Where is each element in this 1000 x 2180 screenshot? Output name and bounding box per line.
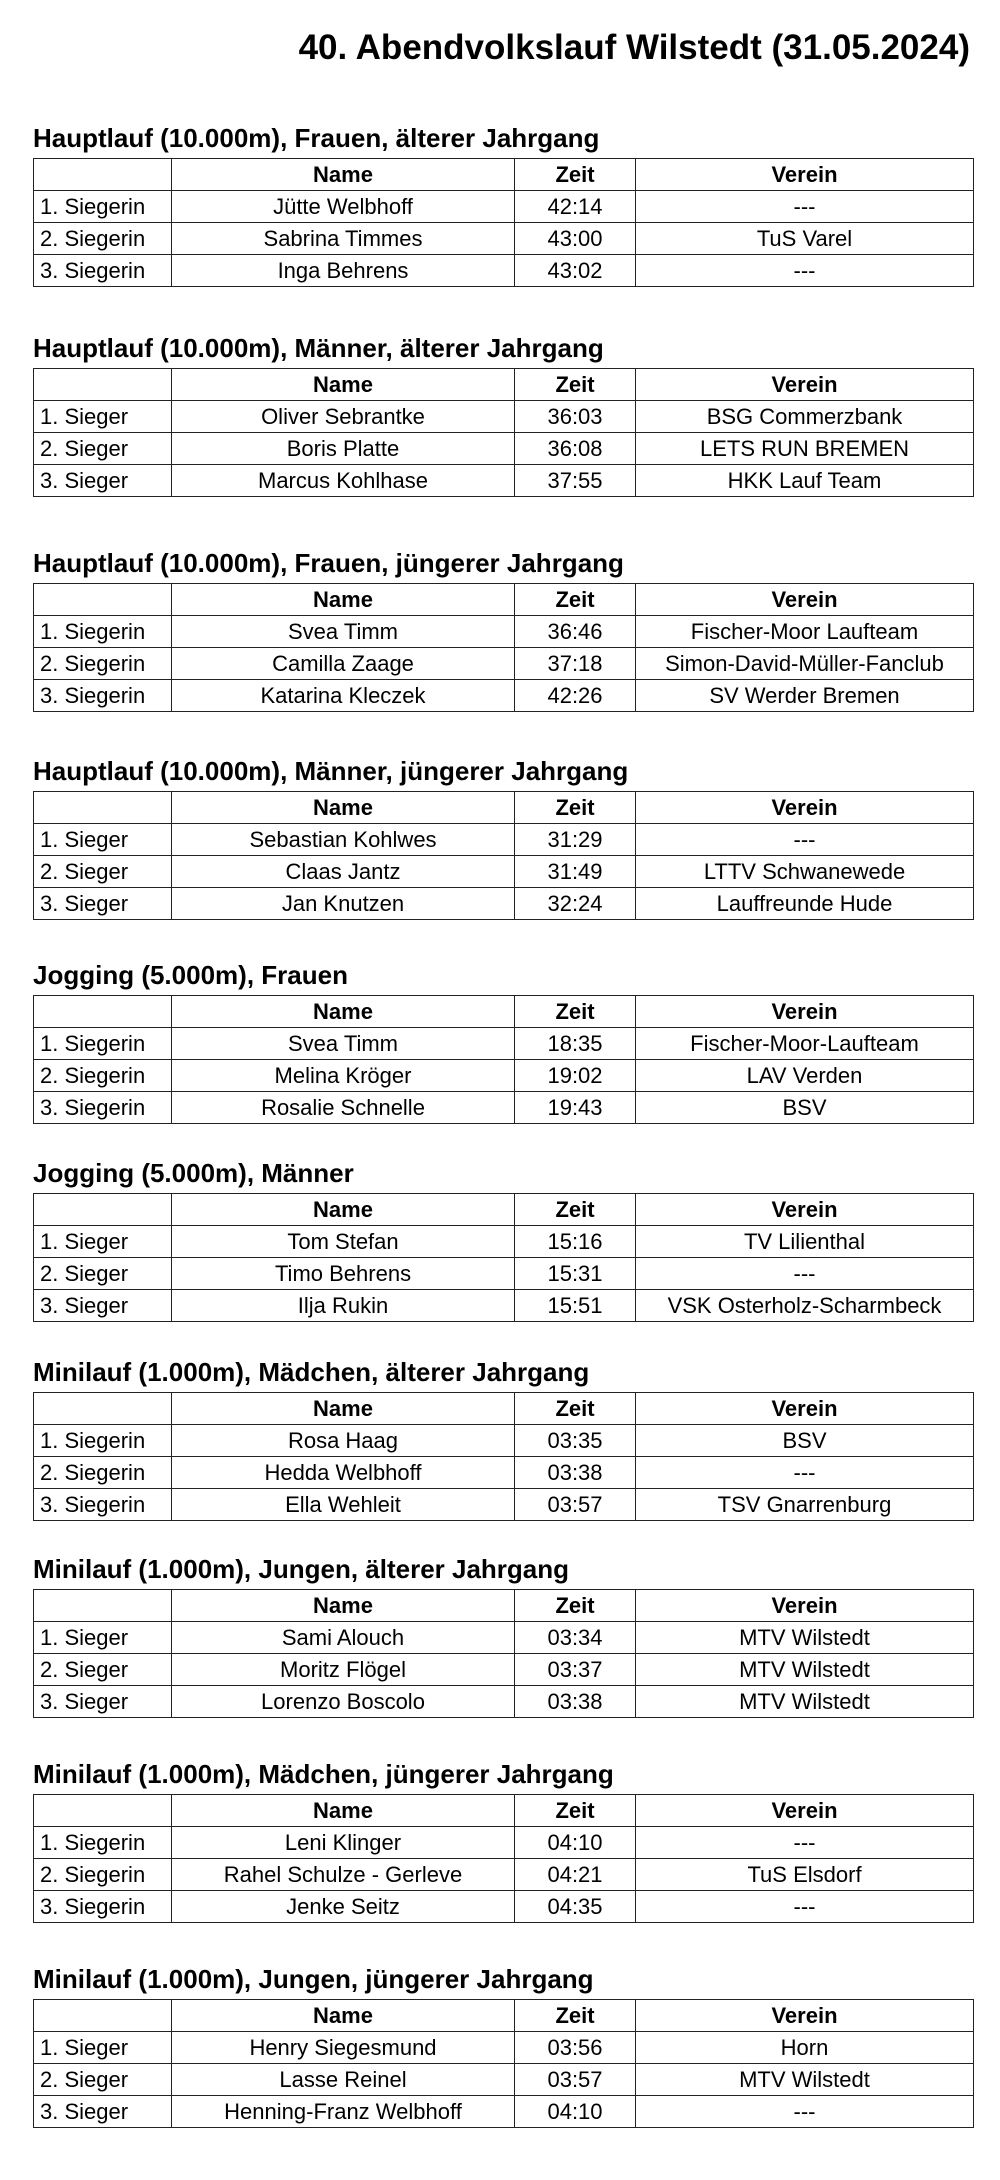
name-cell: Katarina Kleczek xyxy=(172,680,515,712)
results-section xyxy=(33,1959,973,2128)
header-cell-club: Verein xyxy=(636,792,974,824)
results-section xyxy=(33,1754,973,1923)
time-cell: 43:02 xyxy=(515,255,636,287)
club-cell: Horn xyxy=(636,2032,974,2064)
table-header-row xyxy=(34,369,974,401)
time-cell: 04:10 xyxy=(515,2096,636,2128)
table-row xyxy=(34,191,974,223)
club-cell: --- xyxy=(636,1891,974,1923)
time-cell: 03:56 xyxy=(515,2032,636,2064)
place-cell: 1. Siegerin xyxy=(34,1028,172,1060)
name-cell: Jenke Seitz xyxy=(172,1891,515,1923)
club-cell: Lauffreunde Hude xyxy=(636,888,974,920)
header-cell-club: Verein xyxy=(636,369,974,401)
place-cell: 2. Sieger xyxy=(34,1258,172,1290)
club-cell: TSV Gnarrenburg xyxy=(636,1489,974,1521)
header-cell-time: Zeit xyxy=(515,1590,636,1622)
time-cell: 43:00 xyxy=(515,223,636,255)
club-cell: TV Lilienthal xyxy=(636,1226,974,1258)
name-cell: Moritz Flögel xyxy=(172,1654,515,1686)
header-cell-club: Verein xyxy=(636,1194,974,1226)
results-section xyxy=(33,955,973,1124)
header-cell-name: Name xyxy=(172,2000,515,2032)
header-cell-name: Name xyxy=(172,159,515,191)
header-cell-name: Name xyxy=(172,584,515,616)
name-cell: Rahel Schulze - Gerleve xyxy=(172,1859,515,1891)
name-cell: Rosa Haag xyxy=(172,1425,515,1457)
time-cell: 42:14 xyxy=(515,191,636,223)
club-cell: --- xyxy=(636,255,974,287)
time-cell: 36:08 xyxy=(515,433,636,465)
name-cell: Boris Platte xyxy=(172,433,515,465)
table-row xyxy=(34,1859,974,1891)
time-cell: 04:21 xyxy=(515,1859,636,1891)
place-cell: 2. Sieger xyxy=(34,856,172,888)
place-cell: 1. Sieger xyxy=(34,824,172,856)
results-table xyxy=(33,583,974,712)
place-cell: 2. Sieger xyxy=(34,433,172,465)
club-cell: LTTV Schwanewede xyxy=(636,856,974,888)
table-row xyxy=(34,2032,974,2064)
name-cell: Oliver Sebrantke xyxy=(172,401,515,433)
results-table xyxy=(33,1392,974,1521)
name-cell: Hedda Welbhoff xyxy=(172,1457,515,1489)
table-row xyxy=(34,616,974,648)
section-heading: Hauptlauf (10.000m), Männer, älterer Jahrgang xyxy=(33,333,604,363)
place-cell: 1. Siegerin xyxy=(34,191,172,223)
place-cell: 3. Sieger xyxy=(34,888,172,920)
table-header-row xyxy=(34,1194,974,1226)
place-cell: 3. Siegerin xyxy=(34,680,172,712)
header-cell-place xyxy=(34,159,172,191)
header-cell-name: Name xyxy=(172,1393,515,1425)
club-cell: SV Werder Bremen xyxy=(636,680,974,712)
place-cell: 2. Siegerin xyxy=(34,223,172,255)
name-cell: Henning-Franz Welbhoff xyxy=(172,2096,515,2128)
section-heading: Hauptlauf (10.000m), Frauen, älterer Jahrgang xyxy=(33,123,600,153)
section-heading: Minilauf (1.000m), Jungen, jüngerer Jahrgang xyxy=(33,1964,594,1994)
club-cell: HKK Lauf Team xyxy=(636,465,974,497)
header-cell-time: Zeit xyxy=(515,996,636,1028)
header-cell-name: Name xyxy=(172,1590,515,1622)
table-header-row xyxy=(34,159,974,191)
time-cell: 03:57 xyxy=(515,1489,636,1521)
place-cell: 3. Siegerin xyxy=(34,1489,172,1521)
name-cell: Lorenzo Boscolo xyxy=(172,1686,515,1718)
place-cell: 3. Sieger xyxy=(34,465,172,497)
header-cell-place xyxy=(34,1795,172,1827)
name-cell: Camilla Zaage xyxy=(172,648,515,680)
table-row xyxy=(34,856,974,888)
header-cell-club: Verein xyxy=(636,1795,974,1827)
name-cell: Timo Behrens xyxy=(172,1258,515,1290)
table-row xyxy=(34,1028,974,1060)
header-cell-time: Zeit xyxy=(515,369,636,401)
name-cell: Rosalie Schnelle xyxy=(172,1092,515,1124)
header-cell-time: Zeit xyxy=(515,1795,636,1827)
name-cell: Marcus Kohlhase xyxy=(172,465,515,497)
name-cell: Tom Stefan xyxy=(172,1226,515,1258)
table-row xyxy=(34,1290,974,1322)
time-cell: 37:55 xyxy=(515,465,636,497)
table-row xyxy=(34,1226,974,1258)
name-cell: Henry Siegesmund xyxy=(172,2032,515,2064)
section-heading: Minilauf (1.000m), Mädchen, älterer Jahrgang xyxy=(33,1357,590,1387)
club-cell: --- xyxy=(636,1258,974,1290)
header-cell-club: Verein xyxy=(636,159,974,191)
header-cell-place xyxy=(34,1590,172,1622)
table-row xyxy=(34,648,974,680)
header-cell-club: Verein xyxy=(636,584,974,616)
header-cell-time: Zeit xyxy=(515,1194,636,1226)
results-table xyxy=(33,1794,974,1923)
name-cell: Svea Timm xyxy=(172,1028,515,1060)
table-row xyxy=(34,1457,974,1489)
name-cell: Sebastian Kohlwes xyxy=(172,824,515,856)
place-cell: 1. Sieger xyxy=(34,2032,172,2064)
club-cell: BSV xyxy=(636,1425,974,1457)
time-cell: 19:02 xyxy=(515,1060,636,1092)
table-row xyxy=(34,1092,974,1124)
time-cell: 32:24 xyxy=(515,888,636,920)
table-row xyxy=(34,1686,974,1718)
table-row xyxy=(34,1622,974,1654)
club-cell: LETS RUN BREMEN xyxy=(636,433,974,465)
page-title: 40. Abendvolkslauf Wilstedt (31.05.2024) xyxy=(298,28,970,67)
name-cell: Jan Knutzen xyxy=(172,888,515,920)
table-header-row xyxy=(34,1795,974,1827)
table-row xyxy=(34,1654,974,1686)
club-cell: VSK Osterholz-Scharmbeck xyxy=(636,1290,974,1322)
header-cell-place xyxy=(34,369,172,401)
club-cell: MTV Wilstedt xyxy=(636,2064,974,2096)
place-cell: 2. Sieger xyxy=(34,2064,172,2096)
results-table xyxy=(33,791,974,920)
club-cell: --- xyxy=(636,2096,974,2128)
place-cell: 3. Sieger xyxy=(34,1686,172,1718)
place-cell: 2. Siegerin xyxy=(34,1457,172,1489)
table-row xyxy=(34,401,974,433)
place-cell: 3. Siegerin xyxy=(34,255,172,287)
section-heading: Jogging (5.000m), Frauen xyxy=(33,960,348,990)
header-cell-time: Zeit xyxy=(515,584,636,616)
results-section xyxy=(33,1352,973,1521)
header-cell-name: Name xyxy=(172,792,515,824)
table-row xyxy=(34,824,974,856)
place-cell: 3. Sieger xyxy=(34,1290,172,1322)
club-cell: Simon-David-Müller-Fanclub xyxy=(636,648,974,680)
section-heading: Minilauf (1.000m), Jungen, älterer Jahrgang xyxy=(33,1554,570,1584)
header-cell-name: Name xyxy=(172,369,515,401)
name-cell: Lasse Reinel xyxy=(172,2064,515,2096)
place-cell: 2. Siegerin xyxy=(34,648,172,680)
results-section xyxy=(33,1153,973,1322)
table-header-row xyxy=(34,996,974,1028)
name-cell: Jütte Welbhoff xyxy=(172,191,515,223)
table-row xyxy=(34,1060,974,1092)
results-section xyxy=(33,1549,973,1718)
club-cell: --- xyxy=(636,1827,974,1859)
header-cell-place xyxy=(34,1194,172,1226)
table-header-row xyxy=(34,1590,974,1622)
name-cell: Inga Behrens xyxy=(172,255,515,287)
name-cell: Ella Wehleit xyxy=(172,1489,515,1521)
table-row xyxy=(34,680,974,712)
place-cell: 3. Sieger xyxy=(34,2096,172,2128)
name-cell: Sami Alouch xyxy=(172,1622,515,1654)
club-cell: MTV Wilstedt xyxy=(636,1686,974,1718)
name-cell: Melina Kröger xyxy=(172,1060,515,1092)
table-header-row xyxy=(34,792,974,824)
header-cell-place xyxy=(34,584,172,616)
results-table xyxy=(33,158,974,287)
time-cell: 18:35 xyxy=(515,1028,636,1060)
results-section xyxy=(33,328,973,497)
club-cell: TuS Varel xyxy=(636,223,974,255)
time-cell: 36:46 xyxy=(515,616,636,648)
results-table xyxy=(33,1193,974,1322)
time-cell: 04:10 xyxy=(515,1827,636,1859)
header-cell-time: Zeit xyxy=(515,792,636,824)
table-row xyxy=(34,255,974,287)
club-cell: --- xyxy=(636,824,974,856)
header-cell-club: Verein xyxy=(636,1590,974,1622)
place-cell: 1. Siegerin xyxy=(34,1827,172,1859)
header-cell-time: Zeit xyxy=(515,2000,636,2032)
table-header-row xyxy=(34,2000,974,2032)
place-cell: 1. Siegerin xyxy=(34,616,172,648)
table-header-row xyxy=(34,584,974,616)
results-section xyxy=(33,751,973,920)
results-table xyxy=(33,995,974,1124)
table-row xyxy=(34,433,974,465)
table-row xyxy=(34,1425,974,1457)
place-cell: 3. Siegerin xyxy=(34,1891,172,1923)
place-cell: 2. Siegerin xyxy=(34,1859,172,1891)
header-cell-club: Verein xyxy=(636,1393,974,1425)
time-cell: 03:38 xyxy=(515,1686,636,1718)
header-cell-name: Name xyxy=(172,996,515,1028)
section-heading: Jogging (5.000m), Männer xyxy=(33,1158,354,1188)
place-cell: 1. Sieger xyxy=(34,1622,172,1654)
header-cell-place xyxy=(34,996,172,1028)
results-section xyxy=(33,118,973,287)
club-cell: TuS Elsdorf xyxy=(636,1859,974,1891)
club-cell: BSG Commerzbank xyxy=(636,401,974,433)
name-cell: Leni Klinger xyxy=(172,1827,515,1859)
place-cell: 3. Siegerin xyxy=(34,1092,172,1124)
place-cell: 1. Sieger xyxy=(34,401,172,433)
results-table xyxy=(33,1999,974,2128)
table-row xyxy=(34,1489,974,1521)
place-cell: 1. Siegerin xyxy=(34,1425,172,1457)
section-heading: Hauptlauf (10.000m), Männer, jüngerer Jahrgang xyxy=(33,756,629,786)
time-cell: 31:29 xyxy=(515,824,636,856)
name-cell: Ilja Rukin xyxy=(172,1290,515,1322)
club-cell: BSV xyxy=(636,1092,974,1124)
header-cell-place xyxy=(34,1393,172,1425)
place-cell: 2. Sieger xyxy=(34,1654,172,1686)
table-row xyxy=(34,2096,974,2128)
table-header-row xyxy=(34,1393,974,1425)
header-cell-time: Zeit xyxy=(515,1393,636,1425)
time-cell: 15:51 xyxy=(515,1290,636,1322)
table-row xyxy=(34,888,974,920)
club-cell: MTV Wilstedt xyxy=(636,1622,974,1654)
name-cell: Sabrina Timmes xyxy=(172,223,515,255)
time-cell: 31:49 xyxy=(515,856,636,888)
club-cell: MTV Wilstedt xyxy=(636,1654,974,1686)
time-cell: 03:57 xyxy=(515,2064,636,2096)
time-cell: 03:34 xyxy=(515,1622,636,1654)
section-heading: Hauptlauf (10.000m), Frauen, jüngerer Jahrgang xyxy=(33,548,624,578)
time-cell: 03:38 xyxy=(515,1457,636,1489)
time-cell: 42:26 xyxy=(515,680,636,712)
section-heading: Minilauf (1.000m), Mädchen, jüngerer Jahrgang xyxy=(33,1759,614,1789)
club-cell: LAV Verden xyxy=(636,1060,974,1092)
time-cell: 04:35 xyxy=(515,1891,636,1923)
results-table xyxy=(33,1589,974,1718)
club-cell: Fischer-Moor Laufteam xyxy=(636,616,974,648)
header-cell-place xyxy=(34,2000,172,2032)
time-cell: 37:18 xyxy=(515,648,636,680)
table-row xyxy=(34,2064,974,2096)
header-cell-place xyxy=(34,792,172,824)
place-cell: 1. Sieger xyxy=(34,1226,172,1258)
header-cell-club: Verein xyxy=(636,2000,974,2032)
results-section xyxy=(33,543,973,712)
name-cell: Svea Timm xyxy=(172,616,515,648)
header-cell-time: Zeit xyxy=(515,159,636,191)
table-row xyxy=(34,1891,974,1923)
table-row xyxy=(34,465,974,497)
table-row xyxy=(34,223,974,255)
header-cell-name: Name xyxy=(172,1795,515,1827)
time-cell: 19:43 xyxy=(515,1092,636,1124)
results-table xyxy=(33,368,974,497)
place-cell: 2. Siegerin xyxy=(34,1060,172,1092)
time-cell: 15:31 xyxy=(515,1258,636,1290)
name-cell: Claas Jantz xyxy=(172,856,515,888)
table-row xyxy=(34,1258,974,1290)
club-cell: --- xyxy=(636,191,974,223)
time-cell: 15:16 xyxy=(515,1226,636,1258)
club-cell: --- xyxy=(636,1457,974,1489)
table-row xyxy=(34,1827,974,1859)
time-cell: 03:35 xyxy=(515,1425,636,1457)
header-cell-name: Name xyxy=(172,1194,515,1226)
club-cell: Fischer-Moor-Laufteam xyxy=(636,1028,974,1060)
time-cell: 03:37 xyxy=(515,1654,636,1686)
header-cell-club: Verein xyxy=(636,996,974,1028)
time-cell: 36:03 xyxy=(515,401,636,433)
